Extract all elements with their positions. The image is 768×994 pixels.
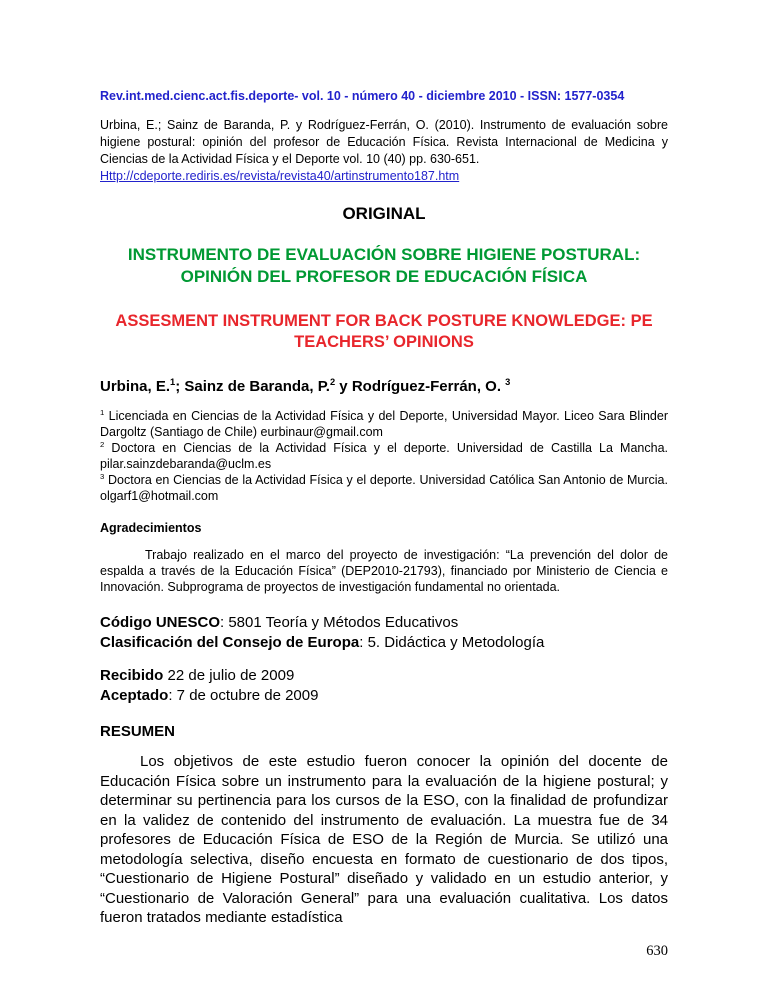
affiliation-3 (100, 472, 668, 504)
europe-council-line (100, 633, 668, 653)
authors-line (100, 377, 668, 396)
author-1-superscript: 1 (170, 377, 176, 387)
received-line (100, 666, 668, 686)
journal-header: Rev.int.med.cienc.act.fis.deporte- vol. 10 - número 40 - diciembre 2010 - ISSN: 1577-0354 (100, 89, 625, 103)
affiliation-2-text: Doctora en Ciencias de la Actividad Física y el deporte. Universidad de Castilla La Mancha. pilar.sainzdebaranda@uclm.es (100, 441, 668, 471)
author-3: y Rodríguez-Ferrán, O. (335, 378, 506, 395)
received-value: 22 de julio de 2009 (163, 667, 295, 684)
affiliations-block (100, 408, 668, 504)
acknowledgments-text: Trabajo realizado en el marco del proyecto de investigación: “La prevención del dolor de espalda a través de la Educación Física” (DEP2010-21793), financiado por Ministerio de Ciencia e Innovación. Subprograma de proyectos de investigación fundamental no orientada. (100, 548, 668, 594)
affiliation-1 (100, 408, 668, 440)
europe-council-label: Clasificación del Consejo de Europa (100, 634, 360, 651)
affiliation-1-text: Licenciada en Ciencias de la Actividad Física y del Deporte, Universidad Mayor. Liceo Sara Blinder Dargoltz (Santiago de Chile) eurbinaur@gmail.com (100, 409, 668, 439)
unesco-code-line (100, 613, 668, 633)
classification-block (100, 613, 668, 653)
page-number: 630 (646, 943, 668, 959)
received-label: Recibido (100, 667, 164, 684)
author-3-superscript: 3 (505, 377, 511, 387)
unesco-code-value: : 5801 Teoría y Métodos Educativos (220, 614, 459, 631)
citation-block (100, 117, 668, 185)
affiliation-1-superscript: 1 (100, 407, 105, 417)
citation-link[interactable]: Http://cdeporte.rediris.es/revista/revista40/artinstrumento187.htm (100, 169, 460, 183)
section-label: ORIGINAL (342, 204, 426, 223)
affiliation-2 (100, 440, 668, 472)
author-2: ; Sainz de Baranda, P. (175, 378, 330, 395)
abstract-text: Los objetivos de este estudio fueron conocer la opinión del docente de Educación Física sobre un instrumento para la evaluación de la higiene postural; y determinar su pertinencia para los cursos de la ESO, con la finalidad de profundizar en la validez de contenido del instrumento de evaluación. La muestra fue de 34 profesores de Educación Física de ESO de la Región de Murcia. Se utilizó una metodología selectiva, diseño encuesta en formato de cuestionario de dos tipos, “Cuestionario de Higiene Postural” diseñado y validado en un estudio anterior, y “Cuestionario de Valoración General” para una evaluación cualitativa. Los datos fueron tratados mediante estadística (100, 753, 668, 926)
accepted-line (100, 686, 668, 706)
citation-text: Urbina, E.; Sainz de Baranda, P. y Rodríguez-Ferrán, O. (2010). Instrumento de evaluación sobre higiene postural: opinión del profesor de Educación Física. Revista Internacional de Medicina y Ciencias de la Actividad Física y el Deporte vol. 10 (40) pp. 630-651. (100, 118, 668, 166)
title-english: ASSESMENT INSTRUMENT FOR BACK POSTURE KNOWLEDGE: PE TEACHERS’ OPINIONS (115, 312, 653, 351)
affiliation-2-superscript: 2 (100, 439, 105, 449)
dates-block (100, 666, 668, 706)
unesco-code-label: Código UNESCO (100, 614, 220, 631)
acknowledgments-heading: Agradecimientos (100, 521, 202, 535)
abstract-heading: RESUMEN (100, 723, 176, 740)
author-1: Urbina, E. (100, 378, 171, 395)
affiliation-3-text: Doctora en Ciencias de la Actividad Física y el deporte. Universidad Católica San Antonio de Murcia. olgarf1@hotmail.com (100, 473, 668, 503)
author-2-superscript: 2 (329, 377, 336, 387)
europe-council-value: : 5. Didáctica y Metodología (359, 634, 545, 651)
accepted-label: Aceptado (100, 687, 169, 704)
accepted-value: : 7 de octubre de 2009 (168, 687, 319, 704)
affiliation-3-superscript: 3 (100, 471, 105, 481)
title-spanish: INSTRUMENTO DE EVALUACIÓN SOBRE HIGIENE POSTURAL: OPINIÓN DEL PROFESOR DE EDUCACIÓN FÍSICA (127, 245, 641, 286)
